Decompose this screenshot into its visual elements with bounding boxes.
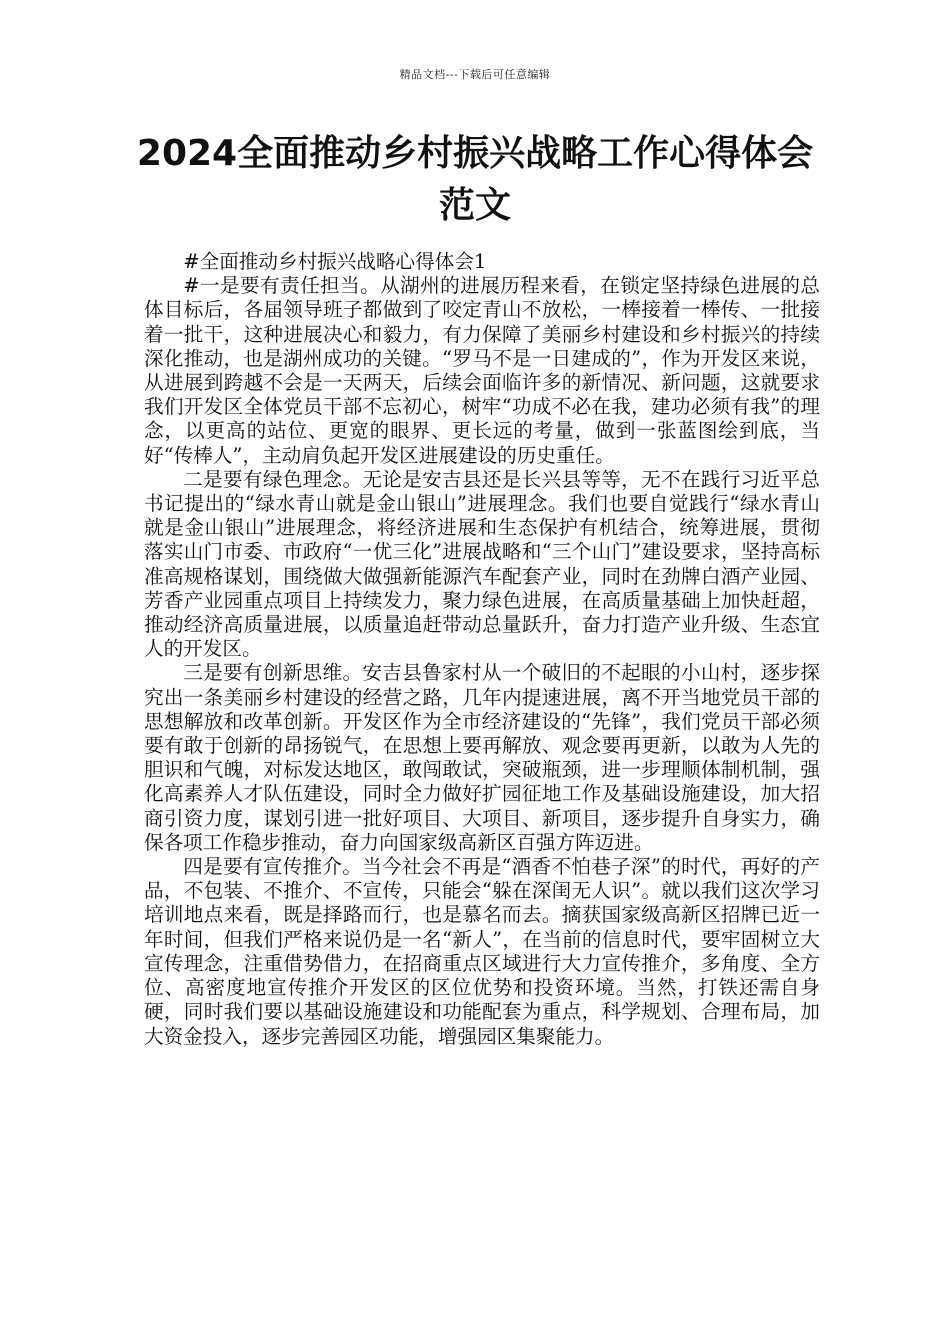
page-header: 精品文档---下载后可任意编辑	[399, 68, 551, 81]
paragraph-green-concept: 二是要有绿色理念。无论是安吉县还是长兴县等等，无不在践行习近平总书记提出的“绿水青山就是金山银山”进展理念。我们也要自觉践行“绿水青山就是金山银山”进展理念，将经济进展和生态保护有机结合，统筹进展，贯彻落实山门市委、市政府“一优三化”进展战略和“三个山门”建设要求，坚持高标准高规格谋划，围绕做大做强新能源汽车配套产业，同时在劲牌白酒产业园、芳香产业园重点项目上持续发力，聚力绿色进展，在高质量基础上加快赶超，推动经济高质量进展，以质量追赶带动总量跃升，奋力打造产业升级、生态宜人的开发区。	[144, 467, 820, 661]
paragraph-responsibility: #一是要有责任担当。从湖州的进展历程来看，在锁定坚持绿色进展的总体目标后，各届领导班子都做到了咬定青山不放松，一棒接着一棒传、一批接着一批干，这种进展决心和毅力，有力保障了美丽乡村建设和乡村振兴的持续深化推动，也是湖州成功的关键。“罗马不是一日建成的”，作为开发区来说，从进展到跨越不会是一天两天，后续会面临许多的新情况、新问题，这就要求我们开发区全体党员干部不忘初心，树牢“功成不必在我，建功必须有我”的理念，以更高的站位、更宽的眼界、更长远的考量，做到一张蓝图绘到底，当好“传棒人”，主动肩负起开发区进展建设的历史重任。	[144, 274, 820, 467]
paragraph-innovation: 三是要有创新思维。安吉县鲁家村从一个破旧的不起眼的小山村，逐步探究出一条美丽乡村建设的经营之路，几年内提速进展，离不开当地党员干部的思想解放和改革创新。开发区作为全市经济建设的“先锋”，我们党员干部必须要有敢于创新的昂扬锐气，在思想上要再解放、观念要再更新，以敢为人先的胆识和气魄，对标发达地区，敢闯敢试，突破瓶颈，进一步理顺体制机制，强化高素养人才队伍建设，同时全力做好扩园征地工作及基础设施建设，加大招商引资力度，谋划引进一批好项目、大项目、新项目，逐步提升自身实力，确保各项工作稳步推动，奋力向国家级高新区百强方阵迈进。	[144, 661, 820, 854]
paragraph-subheading: #全面推动乡村振兴战略心得体会1	[183, 250, 487, 273]
document-title: 2024全面推动乡村振兴战略工作心得体会范文	[136, 133, 814, 226]
document-body	[144, 250, 820, 1049]
paragraph-promotion: 四是要有宣传推介。当今社会不再是“酒香不怕巷子深”的时代，再好的产品，不包装、不推介、不宣传，只能会“躲在深闺无人识”。就以我们这次学习培训地点来看，既是择路而行，也是慕名而去。摘获国家级高新区招牌已近一年时间，但我们严格来说仍是一名“新人”，在当前的信息时代，要牢固树立大宣传理念，注重借势借力，在招商重点区域进行大力宣传推介，多角度、全方位、高密度地宣传推介开发区的区位优势和投资环境。当然，打铁还需自身硬，同时我们要以基础设施建设和功能配套为重点，科学规划、合理布局，加大资金投入，逐步完善园区功能，增强园区集聚能力。	[144, 855, 820, 1048]
